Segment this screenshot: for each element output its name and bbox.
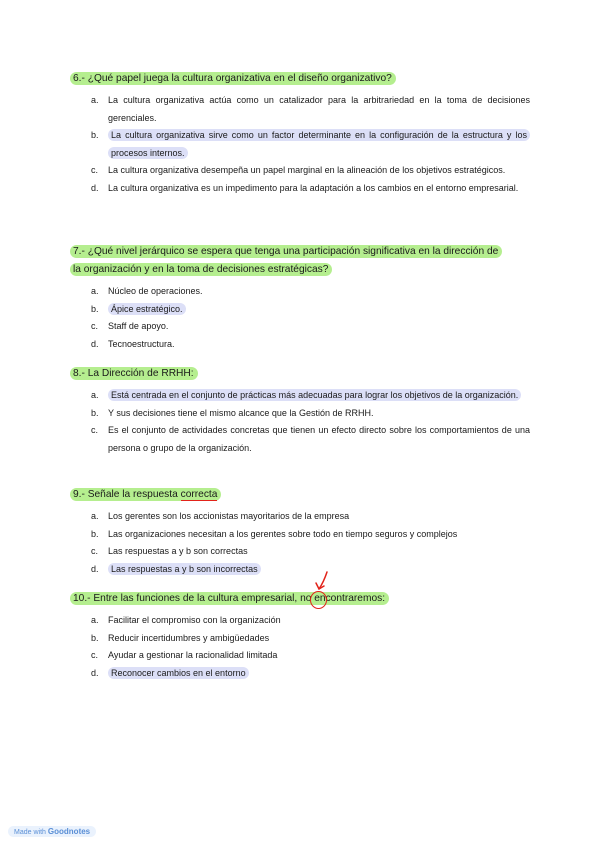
option-8b: b. Y sus decisiones tiene el mismo alcance que la Gestión de RRHH.	[91, 407, 374, 418]
option-9d: d. Las respuestas a y b son incorrectas	[70, 561, 530, 579]
highlighted-answer: Reconocer cambios en el entorno	[108, 667, 249, 679]
option-7d: d. Tecnoestructura.	[91, 338, 175, 349]
question-8	[70, 365, 530, 457]
question-10-title: 10.- Entre las funciones de la cultura empresarial, no encontraremos:	[70, 590, 530, 608]
option-7a: a. Núcleo de operaciones.	[91, 286, 203, 296]
question-7-title: 7.- ¿Qué nivel jerárquico se espera que tenga una participación significativa en la dirección de la organización y en la toma de decisiones estratégicas?	[70, 243, 530, 279]
option-10d: d. Reconocer cambios en el entorno	[70, 665, 530, 683]
circled-word-no: no	[300, 593, 312, 604]
question-9	[70, 486, 530, 578]
question-9-title: 9.- Señale la respuesta correcta	[70, 486, 530, 504]
option-7c: c. Staff de apoyo.	[91, 321, 169, 331]
goodnotes-watermark: Made with Goodnotes	[8, 826, 96, 837]
question-10	[70, 590, 530, 682]
question-8-options	[70, 387, 530, 457]
option-10b: b. Reducir incertidumbres y ambigüedades	[91, 632, 270, 643]
option-8a: a. Está centrada en el conjunto de prácticas más adecuadas para lograr los objetivos de la organización.	[70, 387, 530, 405]
red-underline-correcta: correcta	[180, 489, 218, 500]
question-10-options	[70, 612, 530, 682]
option-6d: d. La cultura organizativa es un impedimento para la adaptación a los cambios en el entorno empresarial.	[91, 182, 519, 193]
question-6-options	[70, 92, 530, 197]
option-9b: b. Las organizaciones necesitan a los gerentes sobre todo en tiempo seguros y complejos	[91, 528, 458, 539]
question-7-options	[70, 283, 530, 353]
question-7	[70, 243, 530, 353]
option-8c: c. Es el conjunto de actividades concretas que tienen un efecto directo sobre los comportamientos de una persona o grupo de la organización.	[91, 425, 530, 453]
highlighted-answer: La cultura organizativa sirve como un factor determinante en la configuración de la estructura y los procesos internos.	[108, 129, 530, 159]
option-10a: a. Facilitar el compromiso con la organización	[91, 615, 281, 625]
highlighted-answer: Ápice estratégico.	[108, 303, 186, 315]
question-9-options	[70, 508, 530, 578]
option-6b: b. La cultura organizativa sirve como un factor determinante en la configuración de la estructura y los procesos internos.	[70, 127, 530, 162]
option-9c: c. Las respuestas a y b son correctas	[91, 546, 248, 556]
option-9a: a. Los gerentes son los accionistas mayoritarios de la empresa	[91, 511, 350, 521]
highlighted-answer: Está centrada en el conjunto de prácticas más adecuadas para lograr los objetivos de la organización.	[108, 389, 521, 401]
question-6	[70, 70, 530, 197]
question-8-title: 8.- La Dirección de RRHH:	[70, 367, 198, 380]
highlighted-answer: Las respuestas a y b son incorrectas	[108, 563, 261, 575]
option-7b: b. Ápice estratégico.	[70, 301, 530, 319]
option-10c: c. Ayudar a gestionar la racionalidad limitada	[91, 650, 278, 660]
option-6c: c. La cultura organizativa desempeña un papel marginal en la alineación de los objetivos estratégicos.	[91, 165, 506, 175]
question-6-title: 6.- ¿Qué papel juega la cultura organizativa en el diseño organizativo?	[70, 72, 396, 85]
red-circle-mark	[310, 591, 327, 609]
option-6a: a. La cultura organizativa actúa como un catalizador para la arbitrariedad en la toma de decisiones gerenciales.	[91, 95, 530, 123]
red-arrow-icon	[314, 570, 332, 592]
